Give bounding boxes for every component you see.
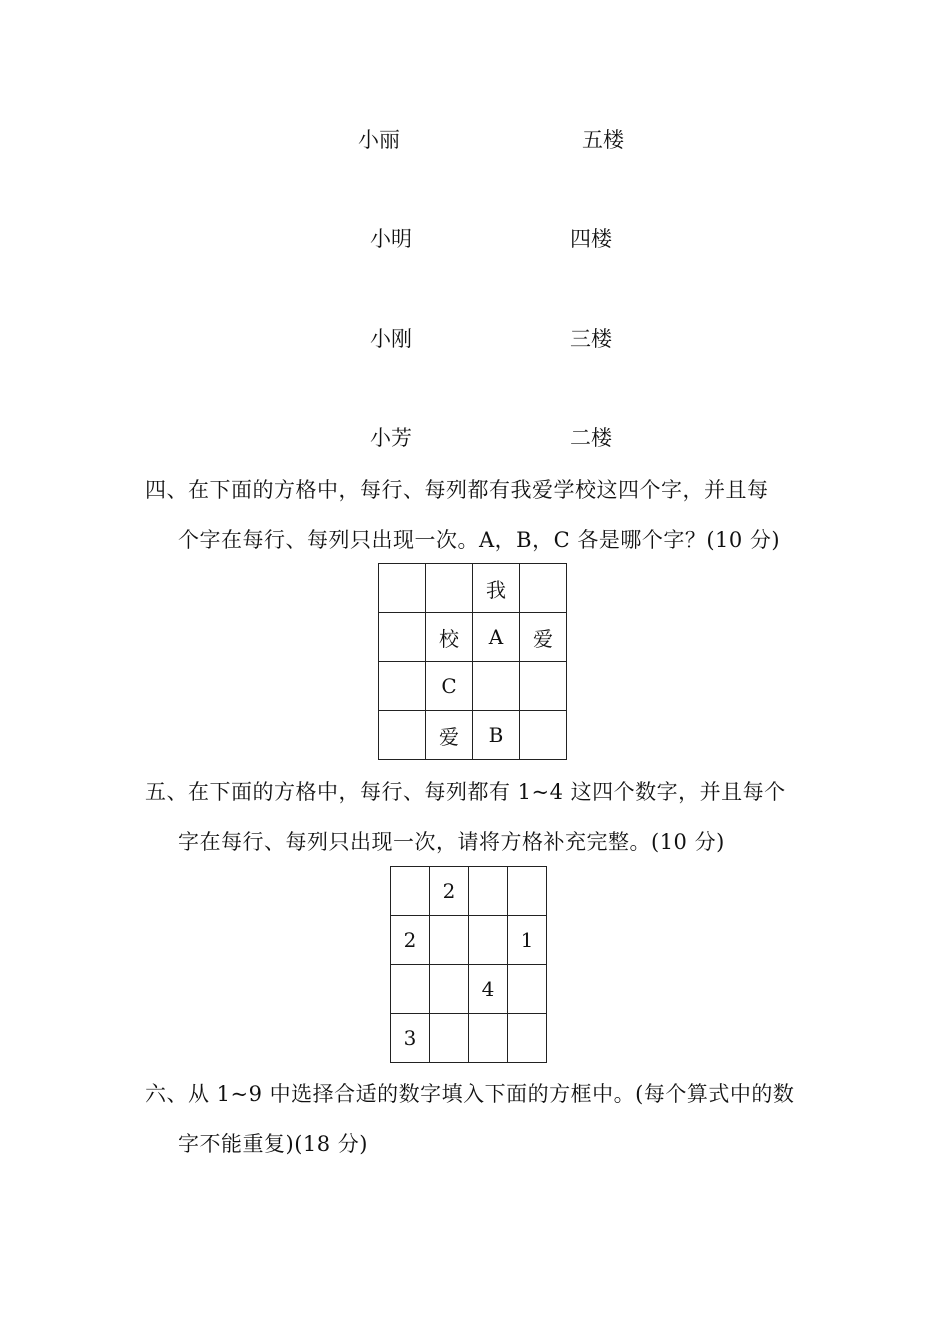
grid-cell[interactable]: [508, 1014, 547, 1063]
question-5-line-1: 五、在下面的方格中，每行、每列都有 1~4 这四个数字，并且每个: [145, 780, 786, 804]
floor-label: 三楼: [570, 327, 612, 351]
grid-cell: 3: [391, 1014, 430, 1063]
name-label: 小丽: [358, 128, 400, 152]
name-label: 小刚: [370, 327, 412, 351]
grid-cell[interactable]: [469, 1014, 508, 1063]
grid-cell[interactable]: [469, 867, 508, 916]
grid-cell[interactable]: [379, 564, 426, 613]
grid-cell: B: [473, 711, 520, 760]
grid-cell: 2: [391, 916, 430, 965]
grid-cell[interactable]: [430, 916, 469, 965]
grid-cell[interactable]: [391, 867, 430, 916]
grid-cell[interactable]: [379, 662, 426, 711]
name-label: 小明: [370, 227, 412, 251]
question-5-line-2: 字在每行、每列只出现一次，请将方格补充完整。(10 分): [178, 830, 725, 854]
floor-label: 五楼: [582, 128, 624, 152]
question-4-line-2: 个字在每行、每列只出现一次。A，B，C 各是哪个字？(10 分): [178, 528, 781, 552]
grid-cell[interactable]: [426, 564, 473, 613]
grid-cell[interactable]: [430, 1014, 469, 1063]
grid-cell: 校: [426, 613, 473, 662]
grid-cell[interactable]: [508, 965, 547, 1014]
grid-cell: 4: [469, 965, 508, 1014]
grid-cell: 2: [430, 867, 469, 916]
question-4-line-1: 四、在下面的方格中，每行、每列都有我爱学校这四个字，并且每: [145, 478, 769, 502]
grid-cell: A: [473, 613, 520, 662]
question-6-line-2: 字不能重复)(18 分): [178, 1132, 368, 1156]
character-grid: [378, 563, 567, 760]
grid-cell[interactable]: [379, 613, 426, 662]
floor-label: 四楼: [570, 227, 612, 251]
number-grid: [390, 866, 547, 1063]
grid-cell: 爱: [520, 613, 567, 662]
grid-cell[interactable]: [379, 711, 426, 760]
grid-cell[interactable]: [520, 564, 567, 613]
grid-cell[interactable]: [469, 916, 508, 965]
grid-cell[interactable]: [508, 867, 547, 916]
grid-cell: 爱: [426, 711, 473, 760]
grid-cell: 我: [473, 564, 520, 613]
grid-cell[interactable]: [473, 662, 520, 711]
floor-label: 二楼: [570, 426, 612, 450]
grid-cell[interactable]: [520, 662, 567, 711]
name-label: 小芳: [370, 426, 412, 450]
grid-cell: 1: [508, 916, 547, 965]
grid-cell[interactable]: [391, 965, 430, 1014]
grid-cell[interactable]: [430, 965, 469, 1014]
grid-cell: C: [426, 662, 473, 711]
question-6-line-1: 六、从 1~9 中选择合适的数字填入下面的方框中。(每个算式中的数: [145, 1082, 795, 1106]
grid-cell[interactable]: [520, 711, 567, 760]
